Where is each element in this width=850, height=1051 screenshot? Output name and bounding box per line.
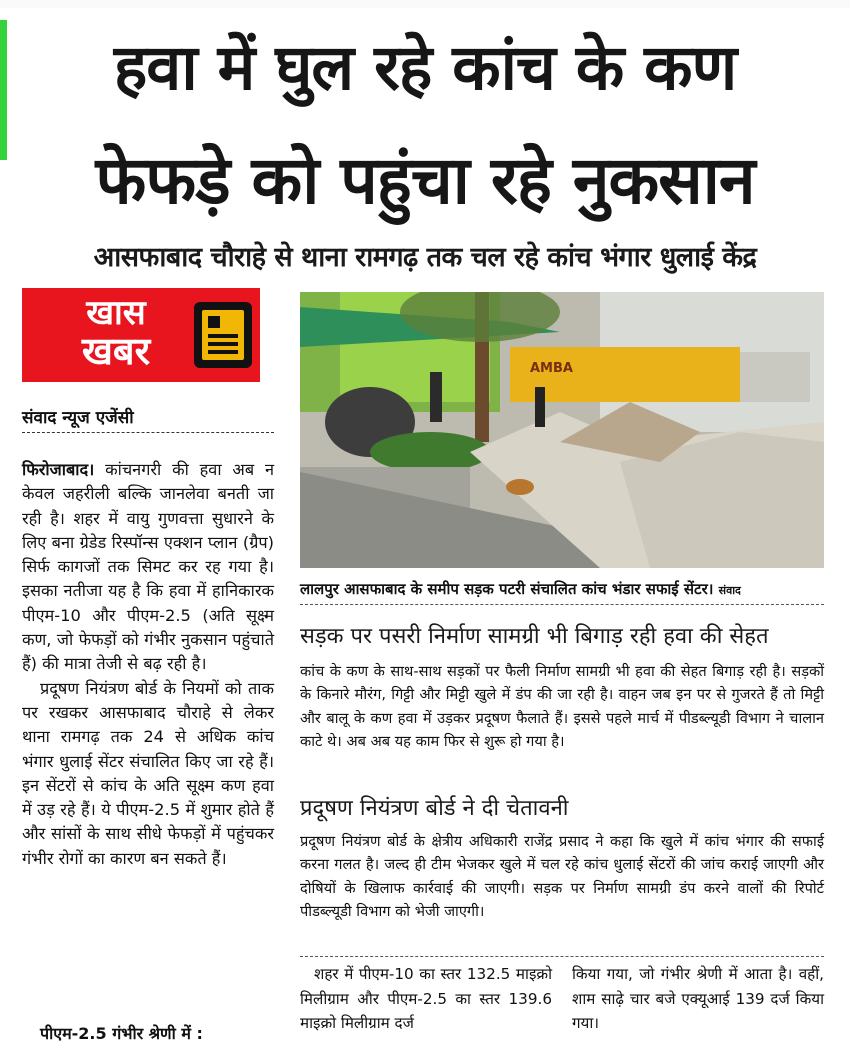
signboard-text: AMBA	[530, 361, 573, 376]
section-2-heading: प्रदूषण नियंत्रण बोर्ड ने दी चेतावनी	[300, 796, 569, 821]
badge-text	[32, 293, 200, 373]
subheadline: आसफाबाद चौराहे से थाना रामगढ़ तक चल रहे कांच भंगार धुलाई केंद्र	[93, 242, 757, 273]
bottom-column-1: शहर में पीएम-10 का स्तर 132.5 माइक्रो मिलीग्राम और पीएम-2.5 का स्तर 139.6 माइक्रो मिलीग्राम दर्ज	[300, 965, 552, 1032]
section-1-body: कांच के कण के साथ-साथ सड़कों पर फैली निर्माण सामग्री भी हवा की सेहत बिगाड़ रही है। सड़कों के किनारे मौरंग, गिट्टी और मिट्टी खुले में डंप की जा रही है। वाहन जब इन पर से गुजरते हैं तो मिट्टी और बालू के कण हवा में उड़कर प्रदूषण फैलाते हैं। इससे पहले मार्च में पीडब्ल्यूडी विभाग ने चालान काटे थे। अब अब यह काम फिर से शुरू हो गया है।	[300, 663, 824, 750]
badge-line-2: खबर	[81, 329, 151, 373]
khas-khabar-badge	[22, 288, 260, 382]
top-edge-strip	[0, 0, 850, 8]
divider	[22, 432, 274, 433]
divider	[300, 956, 824, 957]
left-para-1	[22, 458, 274, 677]
section-2-body: प्रदूषण नियंत्रण बोर्ड के क्षेत्रीय अधिकारी राजेंद्र प्रसाद ने कहा कि खुले में कांच भंगार की सफाई करना गलत है। जल्द ही टीम भेजकर खुले में चल रहे कांच धुलाई सेंटरों की जांच कराई जाएगी और दोषियों के खिलाफ कार्रवाई की जाएगी। सड़क पर निर्माण सामग्री डंप करने वालों की रिपोर्ट पीडब्ल्यूडी विभाग को भेजी जाएगी।	[300, 833, 824, 920]
divider	[300, 604, 824, 605]
photo-credit: संवाद	[718, 584, 741, 597]
left-para-1-text: कांचनगरी की हवा अब न केवल जहरीली बल्कि जानलेवा बनती जा रही है। शहर में वायु गुणवत्ता सुधारने के लिए बना ग्रेडेड रिस्पॉन्स एक्शन प्लान (ग्रैप) सिर्फ कागजों तक सिमट कर रह गया है। इसका नतीजा यह है कि हवा में हानिकारक पीएम-10 और पीएम-2.5 (अति सूक्ष्म कण, जो फेफड़ों को गंभीर नुकसान पहुंचाते हैं) की मात्रा तेजी से बढ़ रही है।	[22, 460, 274, 674]
dateline: फिरोजाबाद।	[22, 460, 95, 479]
section-1-heading: सड़क पर पसरी निर्माण सामग्री भी बिगाड़ रही हवा की सेहत	[300, 624, 769, 649]
bottom-column-2: किया गया, जो गंभीर श्रेणी में आता है। वहीं, शाम साढ़े चार बजे एक्यूआई 139 दर्ज किया गया।	[572, 965, 824, 1032]
left-column	[22, 458, 274, 871]
photo-caption	[300, 579, 824, 599]
left-subhead: पीएम-2.5 गंभीर श्रेणी में :	[40, 1024, 203, 1043]
headline-line-1: हवा में घुल रहे कांच के कण	[113, 31, 737, 104]
caption-text: लालपुर आसफाबाद के समीप सड़क पटरी संचालित कांच भंडार सफाई सेंटर।	[300, 580, 714, 598]
news-photo	[300, 292, 824, 568]
headline-line-2: फेफड़े को पहुंचा रहे नुकसान	[95, 142, 755, 219]
newspaper-icon	[194, 302, 252, 368]
agency-byline: संवाद न्यूज एजेंसी	[22, 408, 134, 428]
left-para-2: प्रदूषण नियंत्रण बोर्ड के नियमों को ताक पर रखकर आसफाबाद चौराहे से लेकर थाना रामगढ़ तक 24 से अधिक कांच भंगार धुलाई सेंटर संचालित किए जा रहे हैं। इन सेंटरों से कांच के अति सूक्ष्म कण हवा में उड़ रहे हैं। ये पीएम-2.5 में शुमार होते हैं और सांसों के साथ सीधे फेफड़ों में पहुंचकर गंभीर रोगों का कारण बन सकते हैं।	[22, 678, 274, 868]
photo-illustration	[300, 292, 824, 568]
badge-line-1: खास	[86, 293, 146, 333]
